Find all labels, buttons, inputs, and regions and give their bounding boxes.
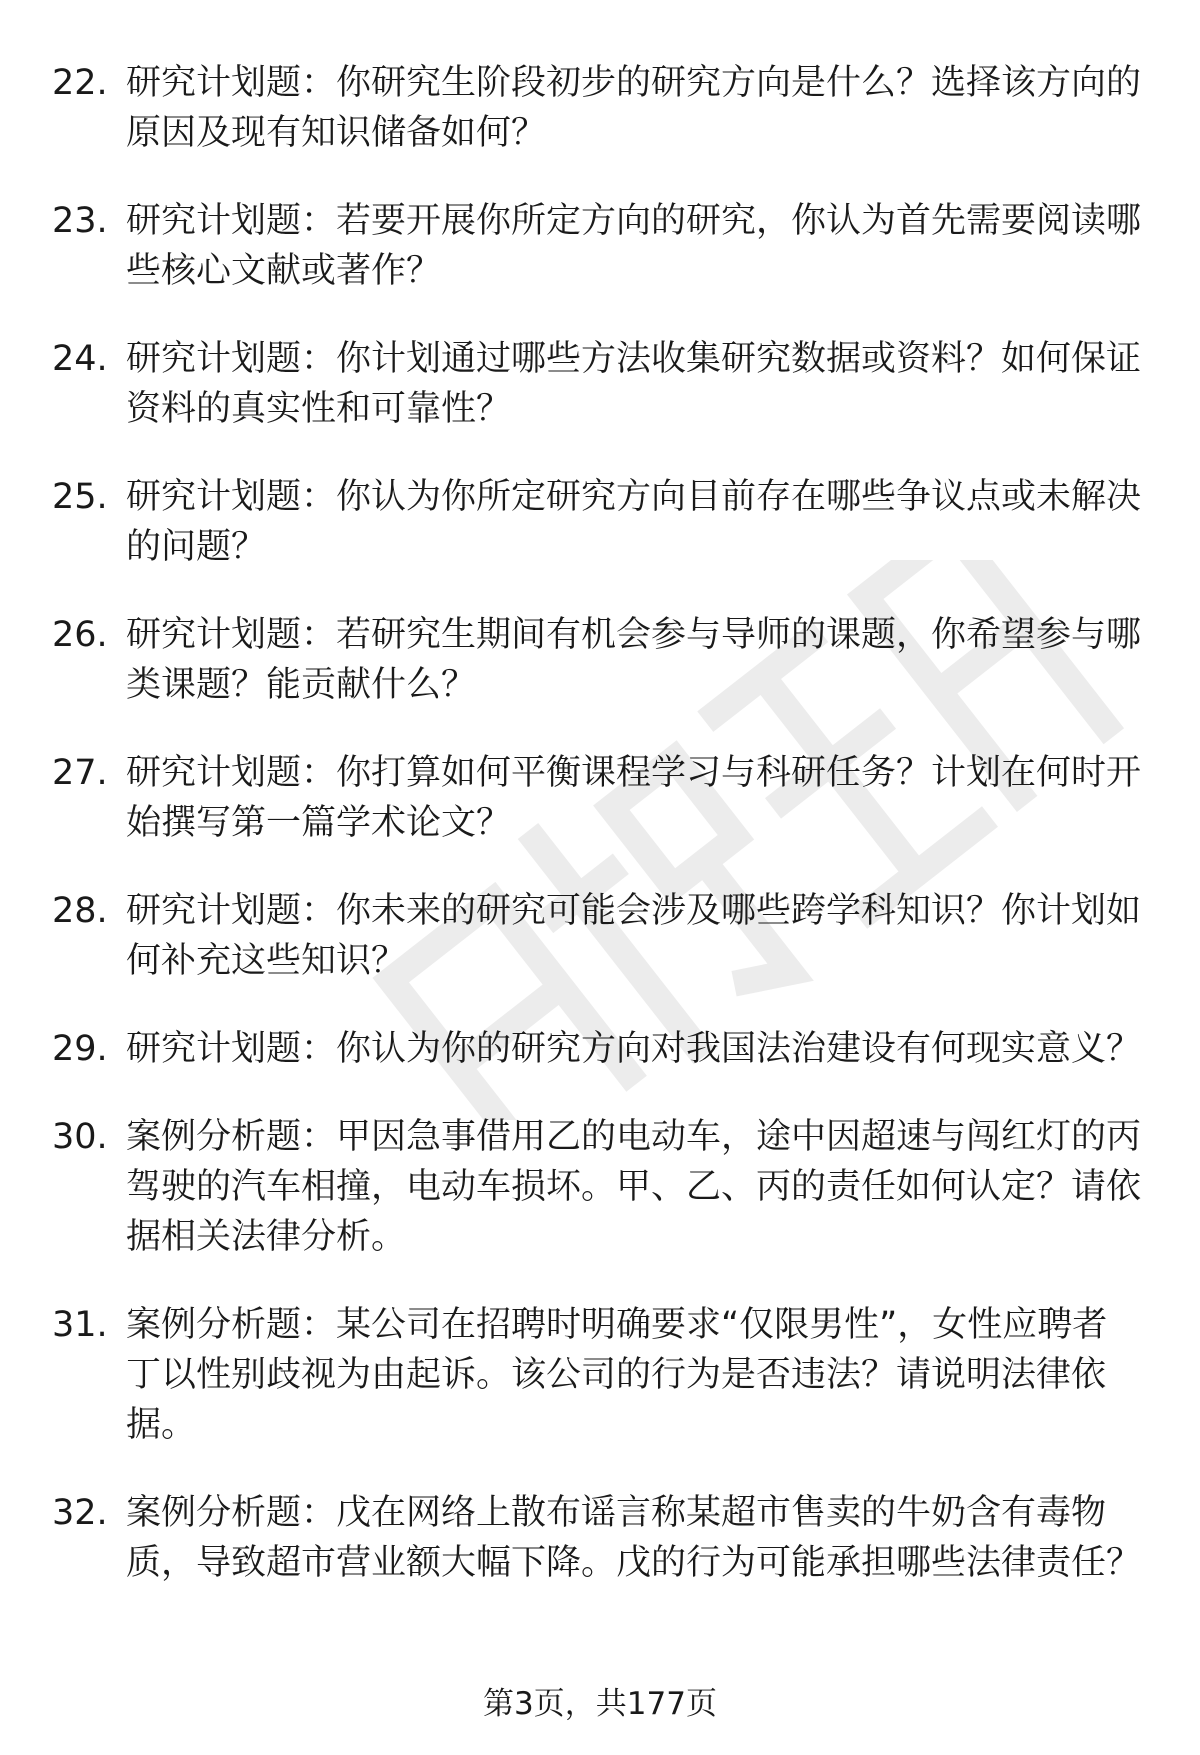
question-text: 研究计划题：你研究生阶段初步的研究方向是什么？选择该方向的原因及现有知识储备如何？	[126, 63, 1142, 153]
question-number: 32.	[52, 1493, 108, 1533]
question-number: 28.	[52, 891, 108, 931]
question-text: 案例分析题：戊在网络上散布谣言称某超市售卖的牛奶含有毒物质，导致超市营业额大幅下降。戊的行为可能承担哪些法律责任？	[126, 1493, 1142, 1583]
question-list	[52, 58, 1142, 1626]
question-text: 研究计划题：你计划通过哪些方法收集研究数据或资料？如何保证资料的真实性和可靠性？	[126, 339, 1142, 429]
question-text: 研究计划题：你未来的研究可能会涉及哪些跨学科知识？你计划如何补充这些知识？	[126, 891, 1142, 981]
question-number: 23.	[52, 201, 108, 241]
question-item-25	[52, 472, 1142, 572]
question-item-29	[52, 1024, 1142, 1074]
question-item-32	[52, 1488, 1142, 1588]
page-footer: 第3页，共177页	[483, 1686, 717, 1722]
question-item-23	[52, 196, 1142, 296]
question-text: 研究计划题：你认为你的研究方向对我国法治建设有何现实意义？	[126, 1029, 1142, 1069]
question-text: 研究计划题：你认为你所定研究方向目前存在哪些争议点或未解决的问题？	[126, 477, 1142, 567]
question-number: 29.	[52, 1029, 108, 1069]
question-number: 25.	[52, 477, 108, 517]
question-text: 案例分析题：某公司在招聘时明确要求“仅限男性”，女性应聘者丁以性别歧视为由起诉。该公司的行为是否违法？请说明法律依据。	[126, 1305, 1108, 1445]
question-item-31	[52, 1300, 1142, 1450]
question-item-26	[52, 610, 1142, 710]
question-item-24	[52, 334, 1142, 434]
question-number: 24.	[52, 339, 108, 379]
question-item-22	[52, 58, 1142, 158]
question-text: 研究计划题：若要开展你所定方向的研究，你认为首先需要阅读哪些核心文献或著作？	[126, 201, 1142, 291]
question-item-27	[52, 748, 1142, 848]
question-text: 研究计划题：若研究生期间有机会参与导师的课题，你希望参与哪类课题？能贡献什么？	[126, 615, 1142, 705]
question-text: 案例分析题：甲因急事借用乙的电动车，途中因超速与闯红灯的丙驾驶的汽车相撞，电动车损坏。甲、乙、丙的责任如何认定？请依据相关法律分析。	[126, 1117, 1142, 1257]
question-item-28	[52, 886, 1142, 986]
question-text: 研究计划题：你打算如何平衡课程学习与科研任务？计划在何时开始撰写第一篇学术论文？	[126, 753, 1142, 843]
question-number: 27.	[52, 753, 108, 793]
question-item-30	[52, 1112, 1142, 1262]
question-number: 30.	[52, 1117, 108, 1157]
question-number: 22.	[52, 63, 108, 103]
question-number: 31.	[52, 1305, 108, 1345]
question-number: 26.	[52, 615, 108, 655]
